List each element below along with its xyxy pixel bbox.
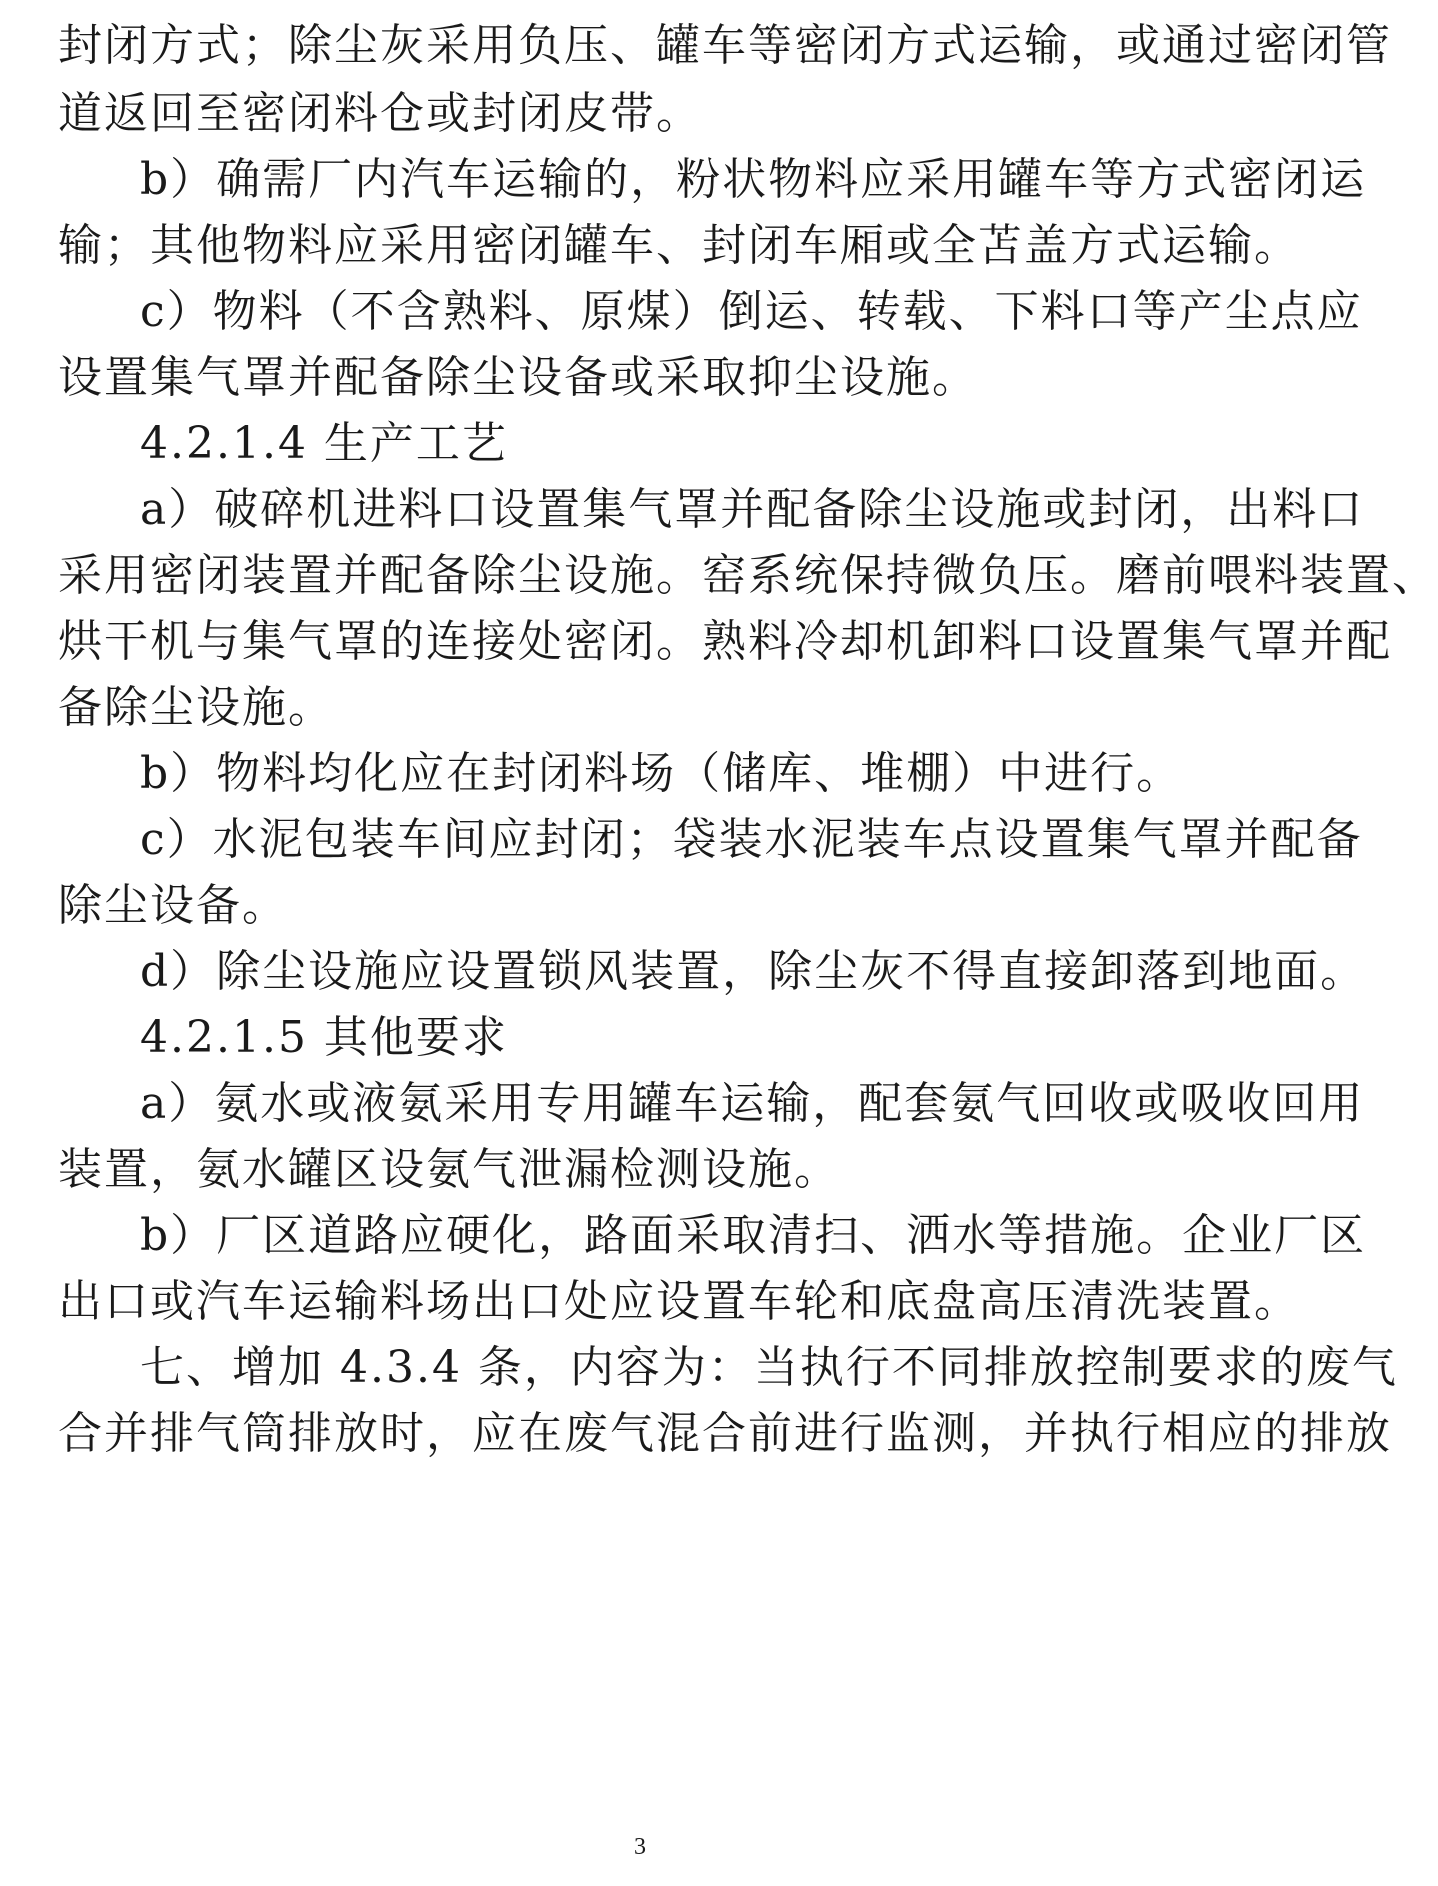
text-line: a）破碎机进料口设置集气罩并配备除尘设施或封闭，出料口: [140, 484, 1365, 535]
text-line: b）确需厂内汽车运输的，粉状物料应采用罐车等方式密闭运: [140, 154, 1367, 205]
section-heading: 4.2.1.4 生产工艺: [140, 418, 508, 469]
page-number: 3: [634, 1834, 646, 1860]
text-line: 出口或汽车运输料场出口处应设置车轮和底盘高压清洗装置。: [58, 1276, 1300, 1327]
text-line: b）物料均化应在封闭料场（储库、堆棚）中进行。: [140, 748, 1183, 799]
text-line: 备除尘设施。: [58, 682, 334, 733]
text-line: c）水泥包装车间应封闭；袋装水泥装车点设置集气罩并配备: [140, 814, 1363, 865]
text-line: 装置，氨水罐区设氨气泄漏检测设施。: [58, 1144, 840, 1195]
text-line: 烘干机与集气罩的连接处密闭。熟料冷却机卸料口设置集气罩并配: [58, 616, 1392, 667]
text-line: c）物料（不含熟料、原煤）倒运、转载、下料口等产尘点应: [140, 286, 1363, 337]
text-line: 封闭方式；除尘灰采用负压、罐车等密闭方式运输，或通过密闭管: [58, 20, 1392, 71]
text-line: 采用密闭装置并配备除尘设施。窑系统保持微负压。磨前喂料装置、: [58, 550, 1438, 601]
text-line: 道返回至密闭料仓或封闭皮带。: [58, 88, 702, 139]
text-line: 合并排气筒排放时，应在废气混合前进行监测，并执行相应的排放: [58, 1408, 1392, 1459]
text-line: b）厂区道路应硬化，路面采取清扫、洒水等措施。企业厂区: [140, 1210, 1367, 1261]
text-line: 设置集气罩并配备除尘设备或采取抑尘设施。: [58, 352, 978, 403]
text-line: 除尘设备。: [58, 880, 288, 931]
text-line: a）氨水或液氨采用专用罐车运输，配套氨气回收或吸收回用: [140, 1078, 1365, 1129]
text-line: d）除尘设施应设置锁风装置，除尘灰不得直接卸落到地面。: [140, 946, 1367, 997]
text-line: 七、增加 4.3.4 条，内容为：当执行不同排放控制要求的废气: [140, 1342, 1398, 1393]
text-line: 输；其他物料应采用密闭罐车、封闭车厢或全苫盖方式运输。: [58, 220, 1300, 271]
section-heading: 4.2.1.5 其他要求: [140, 1012, 508, 1063]
